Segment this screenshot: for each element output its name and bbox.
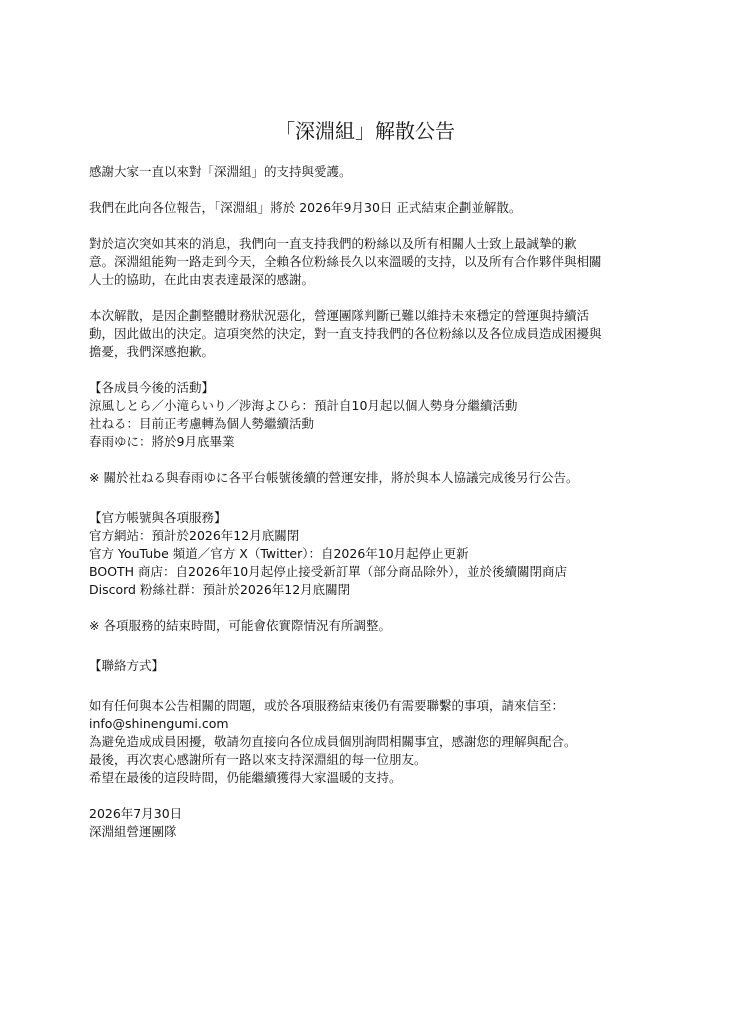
contact-section	[89, 697, 649, 787]
services-section	[89, 509, 649, 599]
members-line: 春雨ゆに：將於9月底畢業	[89, 434, 235, 449]
members-heading: 【各成員今後的活動】	[89, 380, 215, 395]
thanks-line: 人士的協助，在此由衷表達最深的感謝。	[89, 272, 315, 287]
reason-line: 動，因此做出的決定。這項突然的決定，對一直支持我們的各位粉絲以及各位成員造成困擾與	[89, 326, 602, 341]
document-body	[89, 163, 649, 841]
services-line: 官方 YouTube 頻道／官方 X（Twitter）：自2026年10月起停止更新	[89, 546, 469, 561]
contact-heading: 【聯絡方式】	[89, 658, 165, 673]
services-line: 官方網站：預計於2026年12月底關閉	[89, 528, 300, 543]
reason-line: 擔憂，我們深感抱歉。	[89, 344, 215, 359]
contact-line: 希望在最後的這段時間，仍能繼續獲得大家溫暖的支持。	[89, 770, 402, 785]
members-note: ※ 關於社ねる與春雨ゆに各平台帳號後續的營運安排，將於與本人協議完成後另行公告。	[89, 470, 579, 485]
services-line: BOOTH 商店：自2026年10月起停止接受新訂單（部分商品除外），並於後續關閉商店	[89, 564, 568, 579]
reason-paragraph	[89, 307, 649, 361]
members-line: 社ねる：目前正考慮轉為個人勢繼續活動	[89, 416, 315, 431]
thanks-line: 意。深淵組能夠一路走到今天，全賴各位粉絲長久以來溫暖的支持，以及所有合作夥伴與相關	[89, 254, 602, 269]
contact-line: 如有任何與本公告相關的問題，或於各項服務結束後仍有需要聯繫的事項，請來信至：	[89, 698, 565, 713]
signature: 深淵組營運團隊	[89, 824, 177, 839]
greeting-paragraph: 感謝大家一直以來對「深淵組」的支持與愛護。	[89, 164, 352, 179]
thanks-paragraph	[89, 235, 649, 289]
announcement-date: 2026年7月30日	[89, 806, 183, 821]
services-note: ※ 各項服務的結束時間，可能會依實際情況有所調整。	[89, 618, 391, 633]
services-heading: 【官方帳號與各項服務】	[89, 510, 227, 525]
contact-email: info@shinengumi.com	[89, 716, 229, 731]
contact-line: 最後，再次衷心感謝所有一路以來支持深淵組的每一位朋友。	[89, 752, 427, 767]
report-paragraph: 我們在此向各位報告，「深淵組」將於 2026年9月30日 正式結束企劃並解散。	[89, 200, 522, 215]
members-line: 涼風しとら／小滝らいり／涉海よひら：預計自10月起以個人勢身分繼續活動	[89, 398, 518, 413]
signature-block	[89, 805, 649, 841]
thanks-line: 對於這次突如其來的消息，我們向一直支持我們的粉絲以及所有相關人士致上最誠摯的歉	[89, 236, 577, 251]
members-section	[89, 379, 649, 451]
services-line: Discord 粉絲社群：預計於2026年12月底關閉	[89, 582, 351, 597]
reason-line: 本次解散，是因企劃整體財務狀況惡化，營運團隊判斷已難以維持未來穩定的營運與持續活	[89, 308, 590, 323]
contact-line: 為避免造成成員困擾，敬請勿直接向各位成員個別詢問相關事宜，感謝您的理解與配合。	[89, 734, 577, 749]
page-title: 「深淵組」解散公告	[275, 119, 455, 143]
